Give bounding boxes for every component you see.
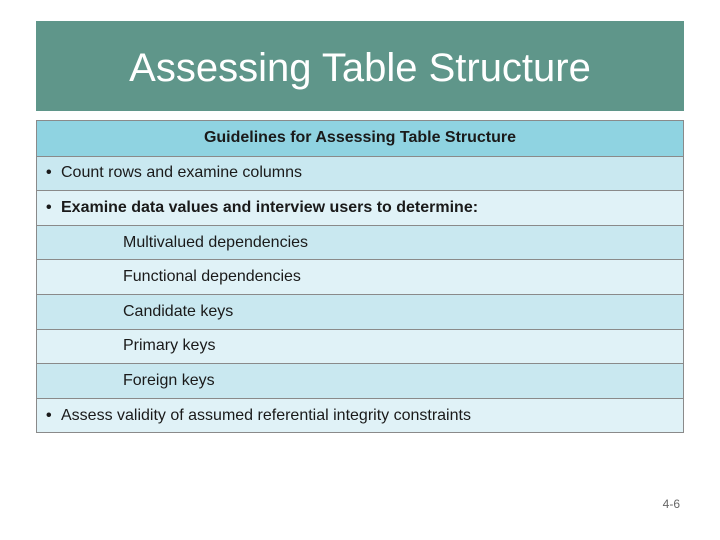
row-text: Foreign keys [123, 371, 215, 389]
table-row [37, 329, 683, 364]
table-row [37, 156, 683, 191]
bullet-icon: • [46, 406, 52, 424]
row-text: Functional dependencies [123, 268, 301, 286]
table-row [37, 225, 683, 260]
slide-title: Assessing Table Structure [129, 46, 591, 90]
row-text: Multivalued dependencies [123, 233, 309, 251]
table-header: Guidelines for Assessing Table Structure [37, 121, 683, 156]
row-text: Candidate keys [123, 302, 234, 320]
table-row [37, 259, 683, 294]
row-text: Examine data values and interview users to determine: [61, 198, 479, 216]
table-row [37, 190, 683, 225]
row-text: Primary keys [123, 337, 216, 355]
bullet-icon: • [46, 164, 52, 182]
bullet-icon: • [46, 198, 52, 216]
page-number: 4-6 [662, 497, 680, 511]
table-row [37, 294, 683, 329]
row-text: Count rows and examine columns [61, 164, 303, 182]
table-row [37, 398, 683, 433]
guidelines-table [36, 120, 684, 433]
row-text: Assess validity of assumed referential integrity constraints [61, 406, 471, 424]
table-row [37, 363, 683, 398]
title-bar [36, 21, 684, 111]
